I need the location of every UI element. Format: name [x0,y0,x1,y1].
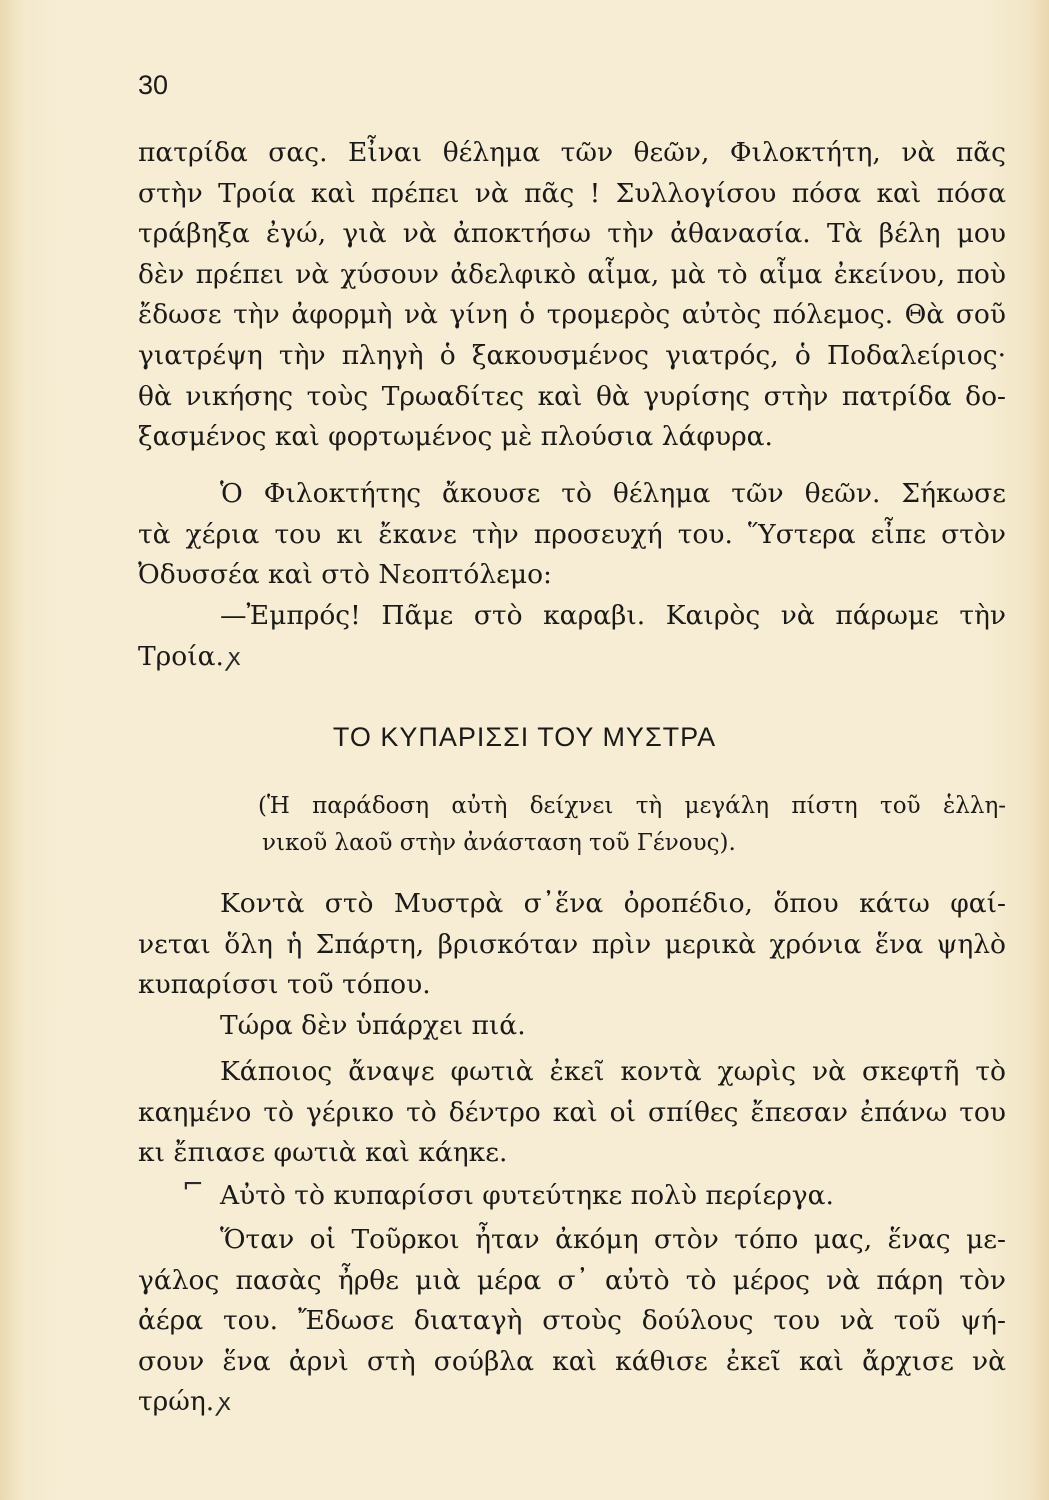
text-line: Αὐτὸ τὸ κυπαρίσσι φυτεύτηκε πολὺ περίεργα. [220,1180,834,1211]
top-paragraph [138,133,1006,458]
final-word: τρώη. [138,1386,215,1418]
story-paragraph-1 [138,884,1006,1006]
text-line: Κάποιος ἄναψε φωτιὰ ἐκεῖ κοντὰ χωρὶς νὰ σκεφτῆ τὸ [220,1056,1006,1087]
text-line: γιατρέψη τὴν πληγὴ ὁ ξακουσμένος γιατρός, ὁ Ποδαλείριος· [138,339,1006,371]
text-line: στὴν Τροία καὶ πρέπει νὰ πᾶς ! Συλλογίσου πόσα καὶ πόσα [138,177,1006,209]
story-paragraph-2 [138,1006,1006,1047]
text-line: τὰ χέρια του κι ἔκανε τὴν προσευχή του. Ὕστερα εἶπε στὸν [138,518,1006,550]
text-line: Ὅταν οἱ Τοῦρκοι ἦταν ἀκόμη στὸν τόπο μας, ἕνας με- [220,1224,1006,1255]
text-line: δὲν πρέπει νὰ χύσουν ἀδελφικὸ αἷμα, μὰ τὸ αἷμα ἐκείνου, ποὺ [138,258,1006,290]
note-line: νικοῦ λαοῦ στὴν ἀνάσταση τοῦ Γένους). [262,830,736,856]
introductory-note [258,788,1006,862]
text-line: γάλος πασὰς ἦρθε μιὰ μέρα σ᾽ αὐτὸ τὸ μέρος νὰ πάρη τὸν [138,1264,1006,1296]
story-paragraph-4 [138,1176,1006,1217]
text-line: κι ἔπιασε φωτιὰ καὶ κάηκε. [138,1137,508,1169]
text-line: ἀέρα του. Ἔδωσε διαταγὴ στοὺς δούλους του νὰ τοῦ ψή- [138,1305,1006,1337]
text-line: κυπαρίσσι τοῦ τόπου. [138,969,431,1001]
text-line: Κοντὰ στὸ Μυστρὰ σ᾽ἕνα ὀροπέδιο, ὅπου κάτω φαί- [220,888,1006,919]
text-line: θὰ νικήσης τοὺς Τρωαδίτες καὶ θὰ γυρίσης στὴν πατρίδα δο- [138,380,1006,412]
text-line: καημένο τὸ γέρικο τὸ δέντρο καὶ οἱ σπίθες ἔπεσαν ἐπάνω του [138,1096,1006,1128]
text-line: πατρίδα σας. Εἶναι θέλημα τῶν θεῶν, Φιλοκτήτη, νὰ πᾶς [138,137,1006,168]
text-line [138,1382,1006,1423]
story-paragraph-5 [138,1220,1006,1423]
text-line: ἔδωσε τὴν ἀφορμὴ νὰ γίνη ὁ τρομερὸς αὐτὸς πόλεμος. Θὰ σοῦ [138,299,1006,331]
story-paragraph-3 [138,1052,1006,1174]
text-line: Ὁ Φιλοκτήτης ἄκουσε τὸ θέλημα τῶν θεῶν. Σήκωσε [220,478,1006,509]
text-line: Τώρα δὲν ὑπάρχει πιά. [220,1010,526,1041]
page-number: 30 [138,70,169,100]
text-line: τράβηξα ἐγώ, γιὰ νὰ ἀποκτήσω τὴν ἀθανασία. Τὰ βέλη μου [138,218,1006,250]
section-title: ΤΟ ΚΥΠΑΡΙΣΣΙ ΤΟΥ ΜΥΣΤΡΑ [332,722,717,752]
pencil-mark-icon: ꭗ [218,1388,231,1417]
pencil-bracket-icon: ⌐ [182,1170,204,1200]
note-line: (Ἡ παράδοση αὐτὴ δείχνει τὴ μεγάλη πίστη τοῦ ἑλλη- [258,793,1006,819]
dialogue-paragraph [138,596,1006,677]
philoctetes-paragraph [138,474,1006,596]
pencil-mark-icon: ꭗ [227,642,241,671]
text-line: Ὀδυσσέα καὶ στὸ Νεοπτόλεμο: [138,559,552,591]
text-line [138,637,1006,678]
dialogue-last-word: Τροία. [138,640,224,672]
text-line: ξασμένος καὶ φορτωμένος μὲ πλούσια λάφυρα. [138,421,773,453]
text-line: νεται ὅλη ἡ Σπάρτη, βρισκόταν πρὶν μερικὰ χρόνια ἕνα ψηλὸ [138,928,1006,960]
text-line: —Ἐμπρός! Πᾶμε στὸ καραβι. Καιρὸς νὰ πάρωμε τὴν [220,600,1006,631]
text-line: σουν ἕνα ἀρνὶ στὴ σούβλα καὶ κάθισε ἐκεῖ καὶ ἄρχισε νὰ [138,1345,1006,1377]
